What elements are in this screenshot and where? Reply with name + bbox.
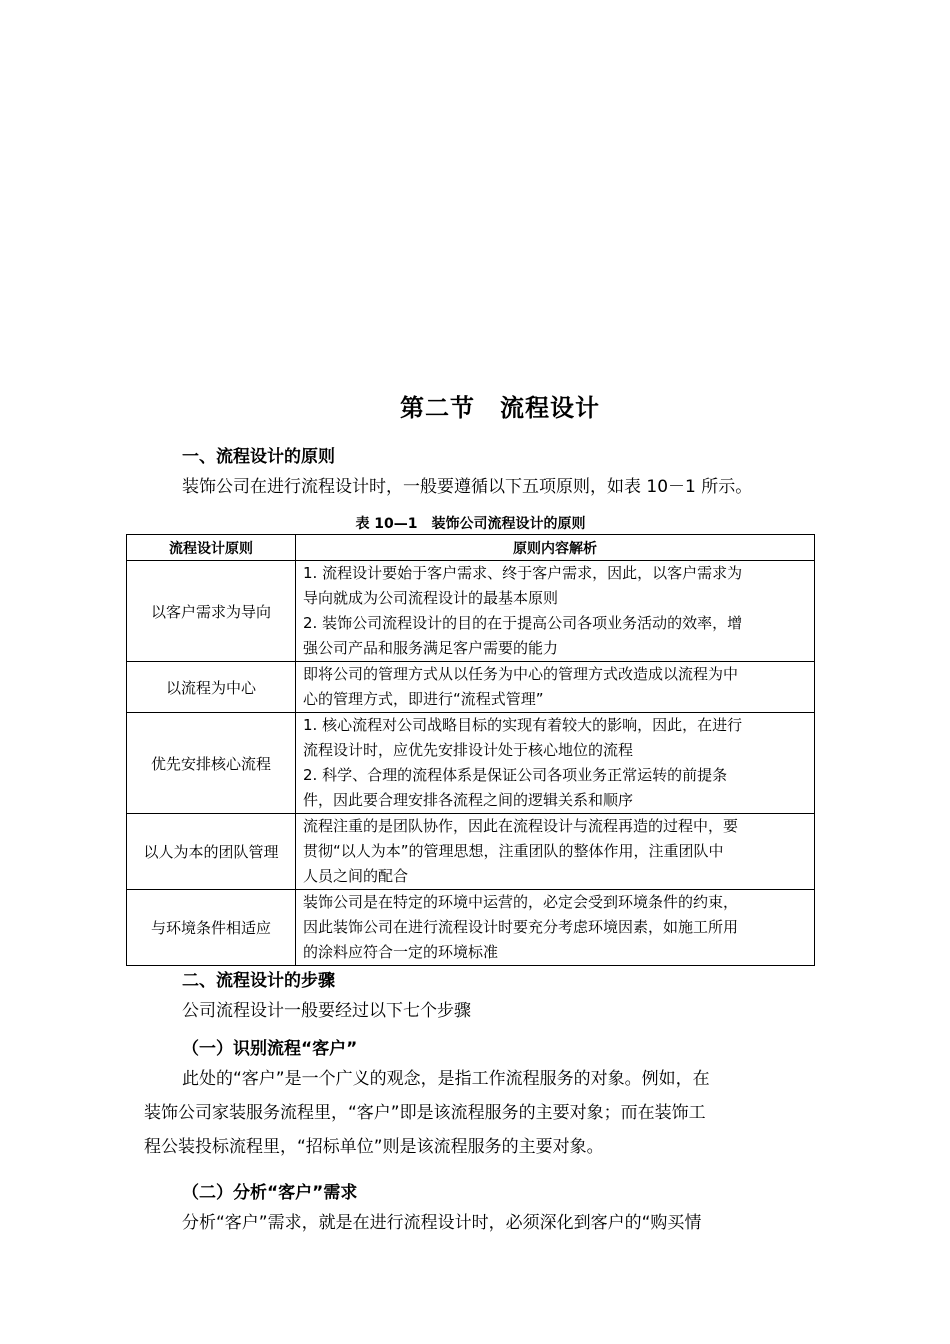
table-row [127, 713, 815, 814]
principle-name: 与环境条件相适应 [127, 890, 296, 966]
content-line: 贯彻“以人为本”的管理思想，注重团队的整体作用，注重团队中 [303, 842, 724, 860]
section-title: 第二节 流程设计 [400, 394, 600, 422]
content-line: 流程设计时，应优先安排设计处于核心地位的流程 [303, 741, 634, 759]
principle-name: 以人为本的团队管理 [127, 814, 296, 890]
content-line: 导向就成为公司流程设计的最基本原则 [303, 589, 559, 607]
content-line: 1. 流程设计要始于客户需求、终于客户需求，因此，以客户需求为 [303, 564, 743, 582]
principle-name: 以流程为中心 [127, 662, 296, 713]
paragraph-line: 程公装投标流程里，“招标单位”则是该流程服务的主要对象。 [144, 1137, 604, 1157]
step2-heading: （二）分析“客户”需求 [182, 1183, 358, 1203]
principle-content [296, 713, 815, 814]
content-line: 流程注重的是团队协作，因此在流程设计与流程再造的过程中，要 [303, 817, 739, 835]
principle-content [296, 662, 815, 713]
table-row [127, 814, 815, 890]
principle-content [296, 561, 815, 662]
table-caption: 表 10—1 装饰公司流程设计的原则 [355, 516, 586, 532]
content-line: 心的管理方式，即进行“流程式管理” [303, 690, 544, 708]
table-row [127, 662, 815, 713]
part1-intro: 装饰公司在进行流程设计时，一般要遵循以下五项原则，如表 10－1 所示。 [182, 477, 753, 497]
principle-content [296, 814, 815, 890]
step2-paragraph: 分析“客户”需求，就是在进行流程设计时，必须深化到客户的“购买情 [182, 1213, 702, 1233]
step1-heading: （一）识别流程“客户” [182, 1039, 358, 1059]
step1-paragraph [144, 1062, 710, 1164]
content-line: 即将公司的管理方式从以任务为中心的管理方式改造成以流程为中 [303, 665, 739, 683]
content-line: 强公司产品和服务满足客户需要的能力 [303, 639, 559, 657]
principles-table [126, 534, 815, 966]
part1-heading: 一、流程设计的原则 [182, 447, 335, 467]
table-row [127, 561, 815, 662]
content-line: 2. 装饰公司流程设计的目的在于提高公司各项业务活动的效率，增 [303, 614, 743, 632]
content-line: 件，因此要合理安排各流程之间的逻辑关系和顺序 [303, 791, 634, 809]
part2-heading: 二、流程设计的步骤 [182, 971, 335, 991]
paragraph-line: 此处的“客户”是一个广义的观念，是指工作流程服务的对象。例如，在 [182, 1069, 710, 1089]
content-line: 因此装饰公司在进行流程设计时要充分考虑环境因素，如施工所用 [303, 918, 739, 936]
table-header-analysis: 原则内容解析 [296, 535, 815, 561]
content-line: 的涂料应符合一定的环境标准 [303, 943, 499, 961]
principle-name: 以客户需求为导向 [127, 561, 296, 662]
content-line: 1. 核心流程对公司战略目标的实现有着较大的影响，因此，在进行 [303, 716, 743, 734]
part2-intro: 公司流程设计一般要经过以下七个步骤 [182, 1001, 471, 1021]
paragraph-line: 装饰公司家装服务流程里，“客户”即是该流程服务的主要对象；而在装饰工 [144, 1103, 706, 1123]
content-line: 装饰公司是在特定的环境中运营的，必定会受到环境条件的约束， [303, 893, 739, 911]
content-line: 人员之间的配合 [303, 867, 409, 885]
principle-name: 优先安排核心流程 [127, 713, 296, 814]
table-header-principle: 流程设计原则 [127, 535, 296, 561]
content-line: 2. 科学、合理的流程体系是保证公司各项业务正常运转的前提条 [303, 766, 728, 784]
principle-content [296, 890, 815, 966]
table-header-row [127, 535, 815, 561]
table-row [127, 890, 815, 966]
